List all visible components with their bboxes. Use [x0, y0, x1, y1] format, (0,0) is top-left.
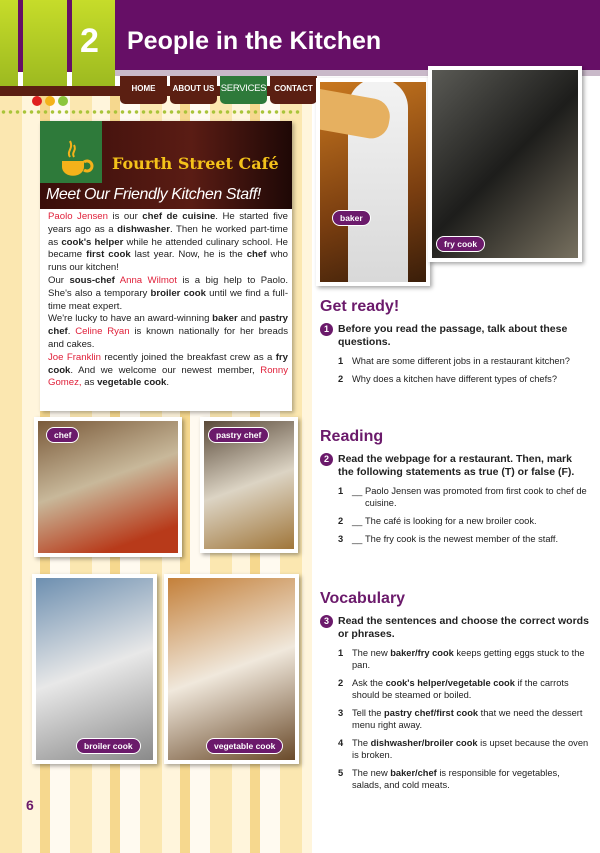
- item-text: The fry cook is the newest member of the staff.: [365, 534, 559, 544]
- number-badge: 2: [320, 453, 333, 466]
- vegetable-cook-photo: [164, 574, 299, 764]
- nav-home[interactable]: HOME: [120, 76, 167, 104]
- text-run: The new: [352, 768, 391, 778]
- text-run: chef de cuisine: [142, 211, 216, 222]
- vocabulary-heading: Vocabulary: [320, 590, 406, 607]
- green-bar: [0, 0, 18, 86]
- instruction: Read the sentences and choose the correct words or phrases.: [338, 615, 589, 640]
- red-dot: [32, 96, 42, 106]
- text-run: pastry chef: [48, 313, 289, 338]
- text-run: Tell the: [352, 708, 385, 718]
- item-text: What are some different jobs in a restaurant kitchen?: [352, 356, 570, 366]
- text-run: sous-chef: [69, 274, 115, 286]
- green-bar: [23, 0, 67, 86]
- text-run: cook's helper/vegetable cook: [385, 678, 515, 688]
- text-run: recently joined the breakfast crew as a: [100, 351, 276, 363]
- cafe-paragraph: [48, 275, 288, 313]
- answer-blank[interactable]: __: [352, 486, 363, 496]
- text-run: that we need the dessert menu right away.: [352, 708, 583, 730]
- question-item: [320, 515, 590, 527]
- item-number: 3: [338, 534, 344, 544]
- text-run: is a big help to Paolo. She's also a temporary: [48, 274, 288, 299]
- unit-title: People in the Kitchen: [127, 27, 382, 55]
- item-number: 1: [338, 356, 344, 366]
- text-run: pastry chef/first cook: [384, 708, 479, 718]
- text-run: is responsible for vegetables, salads, and cold meats.: [352, 768, 560, 790]
- text-run: fry cook: [48, 351, 288, 376]
- text-run: dishwasher: [117, 223, 170, 235]
- question-item: [320, 355, 590, 367]
- item-number: 3: [338, 708, 344, 718]
- nav-services[interactable]: SERVICES: [220, 76, 267, 104]
- text-run: while he attended culinary school. He became: [48, 236, 288, 261]
- staff-name: Anna Wilmot: [119, 274, 177, 286]
- text-run: . And we welcome our newest member,: [70, 364, 261, 376]
- text-run: baker/fry cook: [390, 648, 454, 658]
- text-run: Our: [48, 274, 70, 286]
- page-number: 6: [26, 797, 34, 813]
- item-text: Paolo Jensen was promoted from first cook to chef de cuisine.: [365, 486, 587, 508]
- text-run: broiler cook: [150, 287, 206, 299]
- item-number: 2: [338, 678, 344, 688]
- text-run: . He started five years ago as a: [48, 211, 289, 235]
- text-run: until we find a full-time meat expert.: [48, 287, 289, 312]
- answer-blank[interactable]: __: [352, 516, 363, 526]
- staff-name: Ronny Gomez,: [48, 364, 288, 389]
- number-badge: 3: [320, 615, 333, 628]
- nav-contact[interactable]: CONTACT: [270, 76, 317, 104]
- text-run: We're lucky to have an award-winning: [48, 313, 213, 325]
- text-run: .: [67, 326, 76, 338]
- broiler-cook-photo: [32, 574, 157, 764]
- reading-section: [320, 428, 590, 545]
- text-run: The: [352, 738, 371, 748]
- question-3: [320, 615, 590, 641]
- baker-label: baker: [332, 210, 371, 226]
- instruction: Read the webpage for a restaurant. Then, mark the following statements as true (T) or false (F).: [338, 453, 575, 478]
- dotted-divider: [0, 110, 300, 114]
- pastry-chef-label: pastry chef: [208, 427, 269, 443]
- vocabulary-item: [320, 707, 590, 731]
- text-run: vegetable cook: [97, 377, 167, 389]
- chef-photo: [34, 417, 182, 557]
- cafe-paragraph: [48, 313, 288, 351]
- pastry-chef-photo: [200, 417, 298, 553]
- text-run: who runs our kitchen!: [48, 249, 289, 274]
- text-run: baker/chef: [390, 768, 437, 778]
- answer-blank[interactable]: __: [352, 534, 363, 544]
- text-run: first cook: [86, 249, 131, 261]
- text-run: last year. Now, he is the: [130, 249, 247, 261]
- item-number: 5: [338, 768, 344, 778]
- cafe-name: Fourth Street Café: [112, 154, 279, 173]
- text-run: . Then he worked part-time as: [48, 223, 288, 248]
- text-run: and: [237, 313, 260, 325]
- question-2: [320, 453, 590, 479]
- text-run: is our: [107, 211, 143, 222]
- staff-name: Paolo Jensen: [48, 211, 108, 222]
- cafe-webpage-panel: [40, 121, 292, 411]
- vegetable-cook-label: vegetable cook: [206, 738, 283, 754]
- item-number: 4: [338, 738, 344, 748]
- question-1: [320, 323, 590, 349]
- text-run: chef: [246, 249, 267, 261]
- baker-photo: [316, 78, 430, 286]
- item-number: 2: [338, 516, 344, 526]
- question-item: [320, 485, 590, 509]
- unit-number: 2: [80, 22, 99, 60]
- text-run: as: [81, 377, 98, 389]
- cafe-tagline: Meet Our Friendly Kitchen Staff!: [46, 186, 261, 203]
- text-run: The new: [352, 648, 391, 658]
- cafe-paragraph: [48, 352, 288, 390]
- vocabulary-section: [320, 590, 590, 791]
- staff-name: Celine Ryan: [75, 326, 130, 338]
- green-dot: [58, 96, 68, 106]
- orange-dot: [45, 96, 55, 106]
- cafe-staff-text: [48, 211, 288, 390]
- text-run: .: [166, 377, 170, 389]
- question-item: [320, 533, 590, 545]
- text-run: keeps getting eggs stuck to the pan.: [352, 648, 585, 670]
- text-run: Ask the: [352, 678, 386, 688]
- reading-heading: Reading: [320, 428, 384, 445]
- item-number: 1: [338, 648, 344, 658]
- broiler-cook-label: broiler cook: [76, 738, 141, 754]
- item-number: 2: [338, 374, 344, 384]
- staff-name: Joe Franklin: [48, 351, 101, 363]
- text-run: cook's helper: [61, 236, 124, 248]
- vocabulary-item: [320, 677, 590, 701]
- vocabulary-item: [320, 647, 590, 671]
- text-run: dishwasher/broiler cook: [370, 738, 478, 748]
- get-ready-section: [320, 298, 590, 385]
- instruction: Before you read the passage, talk about these questions.: [338, 323, 568, 348]
- text-run: is upset because the oven is broken.: [352, 738, 589, 760]
- text-run: is known nationally for her breads and cakes.: [48, 326, 288, 350]
- fry-cook-label: fry cook: [436, 236, 485, 252]
- coffee-cup-logo-icon: [40, 121, 102, 183]
- cafe-paragraph: [48, 211, 288, 275]
- question-item: [320, 373, 590, 385]
- number-badge: 1: [320, 323, 333, 336]
- text-run: if the carrots should be steamed or boiled.: [352, 678, 569, 700]
- item-number: 1: [338, 486, 344, 496]
- item-text: The café is looking for a new broiler cook.: [365, 516, 537, 526]
- nav-about-us[interactable]: ABOUT US: [170, 76, 217, 104]
- vocabulary-item: [320, 737, 590, 761]
- item-text: Why does a kitchen have different types of chefs?: [352, 374, 557, 384]
- fry-cook-photo: [428, 66, 582, 262]
- text-run: baker: [212, 313, 238, 325]
- chef-label: chef: [46, 427, 79, 443]
- vocabulary-item: [320, 767, 590, 791]
- get-ready-heading: Get ready!: [320, 298, 400, 315]
